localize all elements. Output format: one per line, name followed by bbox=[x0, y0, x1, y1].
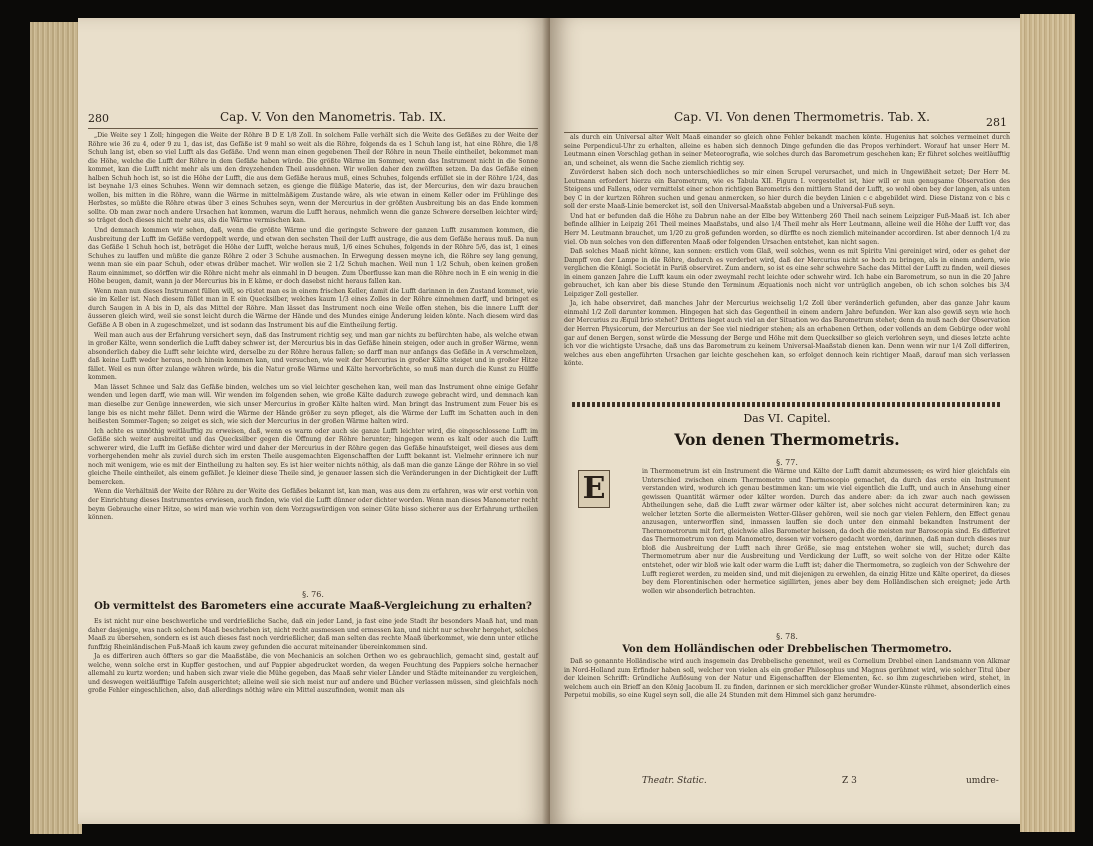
left-paragraph: Wenn man nun dieses Instrument füllen will, so rüstet man es in einem frischen Keller, damit die Lufft darinnen in den Zustand kommet, wie sie im Keller ist. Nach diesem füllet man in E ein Quecksilber, welches kaum 1/3 eines Zolles in der Röhre einnehmen darff, und bringet es durch Saugen in A bis in D, als das Mittel der Röhre. Man lässet das Instrument noch eine Weile offen stehen, bis die innere Lufft der äusseren gleich wird, weil sie sonst leicht durch die Wärme der Hände und des Mundes einige Änderung leiden könte. Nach diesem wird das Gefäße A B oben in A zugeschmelzet, und ist sodann das Instrument bis auf die Eintheilung fertig. bbox=[88, 287, 538, 330]
footer-catchword: umdre- bbox=[966, 776, 999, 786]
open-book bbox=[30, 8, 1075, 838]
right-paragraph: Und hat er befunden daß die Höhe zu Dabrun nahe an der Elbe bey Wittenberg 260 Theil nach seinem Leipziger Fuß-Maaß ist. Ich aber befinde allhier in Leipzig 261 Theil meines Maaßstabs, und also 1/4 Theil mehr als Herr Leutmann, alleine weil die Höhe der Lufft vor, das Herr M. Leutmann brauchet, um 1/20 zu groß gefunden worden, so dürffte es noch ziemlich miteinander accordiren. Ist aber dennoch 1/4 zu viel. Ob nun solches von den differenten Maaß oder folgenden Ursachen entstehet, kan nicht sagen. bbox=[564, 212, 1010, 246]
left-paragraph: Und demnach kommen wir sehen, daß, wenn die größte Wärme und die geringste Schwere der ganzen Lufft zusammen kommen, die Ausbreitung der Lufft im Gefäße verdoppelt werde, und etwan den sechsten Theil der Lufft austrage, die aus dem Gefäße heraus muß. Da nun das Gefäße 1 Schuh hoch ist, beträget die Höhe der Lufft, welche heraus muß, 1/6 eines Schuhes, folgends in der Röhre 5/6, das ist, 1 eines Schuhes zu lauffen und müßte die ganze Röhre 2 oder 3 Schuhe ausmachen. In Erwegung dessen meyne ich, die Röhre sey lang genung, wenn man sie ein paar Schuh, oder etwas drüber machet. Wir wollen sie 2 1/2 Schuh machen. Weil nun 1 1/2 Schuh, oben keinen großen Raum einnimmet, so dörffen wir die Röhre nicht mehr als einmahl in D beugen. Zum Überflusse kan man die Röhre noch in E ein wenig in die Höhe beugen, damit, wann ja der Mercurius bis in E käme, er doch dasebst nicht heraus fallen kan. bbox=[88, 227, 538, 286]
left-running-head: Cap. V. Von den Manometris. Tab. IX. bbox=[220, 110, 447, 124]
right-page-number: 281 bbox=[986, 116, 1007, 129]
section-76-number: §. 76. bbox=[302, 590, 324, 599]
section-76-text bbox=[88, 618, 538, 798]
right-head-rule bbox=[564, 132, 1010, 133]
section-76-paragraph: Ja es differiren auch öffters so gar die Maaßstäbe, die von Mechanicis an solchen Orthen wo es gebrauchlich, gemacht sind, gestalt auf welche, wenn solche erst in Kupffer gestochen, und auf Pappier abgedrucket worden, da wegen Feuchtung des Pappiers solche hernacher allemahl zu kurtz worden; und haben sich zwar viele die Mühe gegeben, das Maaß sehr vieler Länder und Städte miteinander zu vergleichen, und deswegen weitläufftige Tafeln ausgerichtet; alleine weil sie sich meist nur auf andere und Bücher verlassen müssen, sind gleichfals noch große Fehler eingeschlichen, also, daß allerdings nöthig wäre ein Mittel auszufinden, womit man als bbox=[88, 653, 538, 695]
section-77-paragraph: in Thermometrum ist ein Instrument die Wärme und Kälte der Lufft damit abzumessen; es wird hier gleichfals ein Unterschied zwischen einem Thermometro und Thermoscopio gemachet, da durch das erste ein Instrument verstanden wird, wodurch ich genau bestimmen kan: um wie viel eigentlich die Lufft, und auch in Ansehung einer gewissen Quantität wärmer oder kälter worden. Durch das andere aber: da ich zwar auch nach gewissen Abtheilungen sehe, daß die Lufft zwar wärmer oder kälter ist, aber solches nicht accurat determiniren kan; zu welcher letzten Sorte die allermeisten Wetter-Gläser gehören, weil sie noch gar vielen Fehlern, den Effect genau anzusagen, unterworffen sind, inmassen lauffen sie doch unter den einmahl bekandten Instrument der Thermometrorum mit fort, gleichwie alles Barometer heissen, da doch die meisten nur Baroscopia sind. Es differiret das Thermometrum von dem Manometro, dessen wir vorhero gedacht worden, darinnen, daß man durch dieses nur bloß die Ausbreitung der Lufft nach ihrer Größe, sie mag entstehen woher sie will, suchet; durch das Thermometrum aber nur die Ausbreitung und Verdickung der Lufft, so weit solche von der Hitze oder Kälte entstehet, oder wir bloß wie kalt oder warm die Lufft ist; daher die Thermometra, so zugleich von der Schwehre der Lufft regieret werden, zu meiden sind, und mit diejenigen zu erwehlen, da einzig Hitze und Kälte operiret, da dieses bey dem Florentinischen oder hermetice sigillirten, jenes aber bey dem Holländischen sich ereignet; jede Arth wollen wir absonderlich betrachten. bbox=[642, 468, 1010, 595]
chapter-label: Das VI. Capitel. bbox=[743, 412, 831, 425]
footer-signature: Theatr. Static. bbox=[642, 776, 707, 786]
section-76-title: Ob vermittelst des Barometers eine accurate Maaß-Vergleichung zu erhalten? bbox=[94, 601, 532, 612]
right-running-head: Cap. VI. Von denen Thermometris. Tab. X. bbox=[674, 110, 930, 124]
right-body-text bbox=[564, 134, 1010, 398]
chapter-ornament-rule bbox=[572, 402, 1002, 407]
right-paragraph: als durch ein Universal alter Welt Maaß einander so gleich ohne Fehler bekandt machen könte. Hugenius hat solches vermeinet durch seine Perpendicul-Uhr zu erhalten, alleine es haben sich dennoch Dinge gefunden die das Propos verhindert. Worauf hat unser Herr M. Leutmann einen Vorschlag gethan in seiner Meteorografia, wie solches durch das Barometrum geschehen kan; Er führet solches weitläufftig an, und scheinet, als wenn die Sache ziemlich richtig sey. bbox=[564, 134, 1010, 167]
section-76-paragraph: Es ist nicht nur eine beschwerliche und verdrießliche Sache, daß ein jeder Land, ja fast eine jede Stadt ihr besonders Maaß hat, und man daher dasjenige, was nach solchem Maaß beschrieben ist, nicht recht ausmessen und ermessen kan, und nicht nur schwehr hergehet, solches Maaß zu übersehen, sondern es ist auch dieses fast noch verdrießlicher, daß man selten das rechte Maaß überkommet, wie denn unter etliche funffzig Rheinländischen Fuß-Maaß ich kaum zwey gefunden die accurat miteinander übereinkommen sind. bbox=[88, 618, 538, 651]
section-78-title: Von dem Holländischen oder Drebbelischen Thermometro. bbox=[622, 644, 952, 655]
left-page bbox=[78, 18, 550, 824]
footer-signature-mark: Z 3 bbox=[842, 776, 857, 786]
right-paragraph: Daß solches Maaß nicht könne, kan sonnen: erstlich vom Glaß, weil solches, wenn es mit Spiritu Vini gereiniget wird, oder es gehet der Dampff von der Lampe in die Röhre, dadurch es verderbet wird, daß der Mercurius nicht so hoch zu bringen, als in einem andern, wie verglichen die Königl. Societät in Pariß observiret. Zum andern, so ist es eine sehr schwehre Sache das Mittel der Lufft zu finden, weil dieses in einem ganzen Jahre die Lufft kaum ein oder zweymahl recht leichte oder schwehr wird. Ich habe ein Barometrum, so nun in die 20 Jahre gebrauchet, ich kan aber bis diese Stunde den Terminum Æquationis noch nicht vor untrüglich angeben, ob ich schon solches bis 3/4 Leipziger Zoll gesteller. bbox=[564, 248, 1010, 298]
page-stack-left bbox=[30, 22, 82, 834]
drop-cap-e: E bbox=[578, 470, 610, 508]
section-78-text bbox=[564, 658, 1010, 752]
left-paragraph: Man lässet Schnee und Salz das Gefäße binden, welches um so viel leichter geschehen kan, weil man das Instrument ohne einige Gefahr wenden und legen darff, wie man will. Wir wenden im folgenden sehen, wie große Kälte dadurch zuwege gebracht wird, und demnach kan man dieselbe zur Genüge innewerden, wie sich unser Mercurius in großer Kälte halten wird. Man bringt das Instrument zum Feuer bis es lange bis es nicht mehr fället. Denn wird die Wärme der Hände größer zu seyn pfleget, als die Wärme der Lufft im Schatten auch in den heißesten Sommer-Tagen; so zeiget es sich, wie sich der Mercurius in der großen Wärme halten wird. bbox=[88, 383, 538, 426]
section-78-number: §. 78. bbox=[776, 632, 798, 641]
left-body-text bbox=[88, 132, 538, 618]
left-paragraph: Weil man auch aus der Erfahrung versichert seyn, daß das Instrument richtig sey, und man gar nichts zu befürchten habe, als welche etwan in großer Kälte, wenn sonderlich die Lufft dabey schwer ist, der Mercurius bis in das Gefäße hinein steigen, oder auch in großer Wärme, wenn absonderlich dabey die Lufft sehr leichte wird, derselbe zu der Röhre heraus fallen; so darff man nur anfangs das Gefäße in A verschmelzen, daß keine Lufft weder heraus, noch hinein kommen kan, und versuchen, wie weit der Mercurius in großer Kälte steiget und in großer Hitze fället. Weil es nun öfter zulange währen würde, bis die Natur große Wärme und Kälte hervorbrächte, so muß man durch die Kunst zu Hülffe kommen. bbox=[88, 331, 538, 382]
left-paragraph: Wenn die Verhältniß der Weite der Röhre zu der Weite des Gefäßes bekannt ist, kan man, was aus dem zu erfahren, was wir erst vorhin von der Einrichtung dieses Instrumentes erwiesen, auch finden, wie viel die Lufft dünner oder dichter worden. Wenn man dieses Manometer recht beym Gebrauche einer Hitze, so wird man wie vorhin von dem Vorzugswürdigen von seiner Güte bisso sicherer aus der Erfahrung urtheilen können. bbox=[88, 488, 538, 522]
section-77-text bbox=[642, 468, 1010, 612]
section-78-paragraph: Daß so genannte Holländische wird auch insgemein das Drebbelische genennet, weil es Cornelium Drebbel einen Landsmann von Alkmar in Nord-Holland zum Erfinder haben soll, welcher von vielen als ein großer Philosophus und Magnus gerühmet wird, wie solcher Titul über der kleinen Schrifft: Gründliche Auflösung von der Natur und Eigenschafften der Elementen, &c. so ihm zugeschrieben wird, stehet, in welchem auch ein Brieff an den König Jacobum II. zu finden, darinnen er sich mercklicher großer Wunder-Künste rühmet, absonderlich eines Perpetui mobilis, so eine Kugel seyn soll, die alle 24 Stunden mit dem Himmel sich ganz herumdre- bbox=[564, 658, 1010, 700]
section-77-number: §. 77. bbox=[776, 458, 798, 467]
right-paragraph: Ja, ich habe observiret, daß manches Jahr der Mercurius weichselig 1/2 Zoll über veränderlich gefunden, aber das ganze Jahr kaum einmahl 1/2 Zoll darunter kommen. Hingegen hat sich das Gegentheil in einem andern Jahre befunden. Wer kan also gewiß seyn wie hoch der Mercurius zu Æquil brio stehet? Drittens lieget auch viel an der Situation wo das Barometrum stehet; denn da muß nach der Observation der Herren Physicorum, der Mercurius an der See viel niedriger stehen; als an erhabenen Orthen, oder vollends an dem Gebürge oder wohl gar auf denen Bergen, sonst würde die Messung der Berge und Höhe mit dem Quecksilber so gleich verlohren seyn, und dieses letzte achte ich vor die wichtigste Ursache, daß uns das Barometrum zu keinem Universal-Maaßstab dienen kan. Denn wenn wir nur 1/4 Zoll differiren, welches aus eben angeführten Ursachen gar leichte geschehen kan, so erfolget dennoch kein richtiger Maaß, darauf man sich verlassen könte. bbox=[564, 300, 1010, 368]
right-page bbox=[550, 18, 1020, 824]
left-head-rule bbox=[88, 128, 538, 129]
right-paragraph: Zuvörderst haben sich doch noch unterschiedliches so mir einen Scrupel verursachet, und mich in Ungewißheit setzet; Der Herr M. Leutmann erfordert hierzu ein Barometrum, wie es Tabula XII. Figura I. vorgestellet ist, hier will er nun genugsame Observation des Steigens und Fallens, oder vermittelst einer schon richtigen Barometris den mittlern Stand der Lufft, so wohl oben bey der langen, als unten bey C in der kurtzen Röhren suchen und genau anmercken, so hier durch die beyden Linien c c abgebildet wird. Diese Distanz von c bis c soll der erste Maaß-Linie bemercket ist, soll den Universal-Maaßstab abgeben und a Universal-Fuß seyn. bbox=[564, 169, 1010, 211]
page-stack-right bbox=[1020, 14, 1075, 832]
chapter-title: Von denen Thermometris. bbox=[674, 430, 900, 449]
left-paragraph: „Die Weite sey 1 Zoll; hingegen die Weite der Röhre B D E 1/8 Zoll. In solchem Falle verhält sich die Weite des Gefäßes zu der Weite der Röhre wie 36 zu 4, oder 9 zu 1, das ist, das Gefäße ist 9 mahl so weit als die Röhre, folgends da es 1 Schuh lang ist, hat eine Röhre, die 1/8 Schuh lang ist, eben so viel Lufft als das Gefäße. Und wenn man einen gegebenen Theil der Röhre in neun Theile eintheilet, bekommet man die Höhe, welche die Lufft der Röhre in dem Gefäße haben würde. Die größte Wärme im Sommer, wenn das Instrument nicht in die Sonne kommet, kan die Lufft nicht mehr als um den dreyzehenden Theil ausdehnen. Wir wollen daher den zwölften setzen. Da das Gefäße einen halben Schuh hoch ist, so ist die Höhe der Lufft, die aus dem Gefäße heraus muß, eines Schuhes, folgends erfüllet sie in der Röhre 1/24, das ist beynahe 1/3 eines Schuhes. Wenn wir demnach setzen, es gienge die flüßige Materie, das ist, der Mercurius, den wir dazu brauchen wollen, bis mitten in die Röhre, wann die Wärme in mittelmäßigem Zustande wäre, als wie etwan in einem Keller oder im Frühlinge des Herbstes, so müßte die Röhre etwas über 3 eines Schuhes seyn, wenn der Mercurius in der größten Ausbreitung bis an das Ende kommen sollte. Ob man zwar noch andere Ursachen hat kommen, warum die Lufft heraus, nehmlich wenn die ganze Schwere derselben leichter wird; so träget doch dieses nicht mehr aus, als die Wärme vermischen kan. bbox=[88, 132, 538, 225]
left-page-number: 280 bbox=[88, 112, 109, 125]
left-paragraph: Ich achte es unnöthig weitläufftig zu erweisen, daß, wenn es warm oder auch sie ganze Lufft leichter wird, die eingeschlossene Lufft im Gefäße sich weiter ausbreitet und das Quecksilber gegen die Öffnung der Röhre herunter; hingegen wenn es kalt oder auch die Lufft schwerer wird, die Lufft im Gefäße dichter wird und daher der Mercurius in der Röhre gegen das Gefäße hinaufsteiget, weil dieses aus dem vorhergehenden mehr als zuviel durch sich im ersten Theile ausgemachten Eigenschafften der Lufft bekannt ist. Vielmehr erinnere ich nur noch mit wenigem, wie es mit der Eintheilung zu halten sey. Es ist hier weiter nichts nöthig, als daß man die ganze Länge der Röhre in so viel gleiche Theile eintheilet, als einem gefället. Je kleiner diese Theile sind, je genauer lassen sich die Veränderungen in der Dichtigkeit der Lufft bemercken. bbox=[88, 427, 538, 486]
